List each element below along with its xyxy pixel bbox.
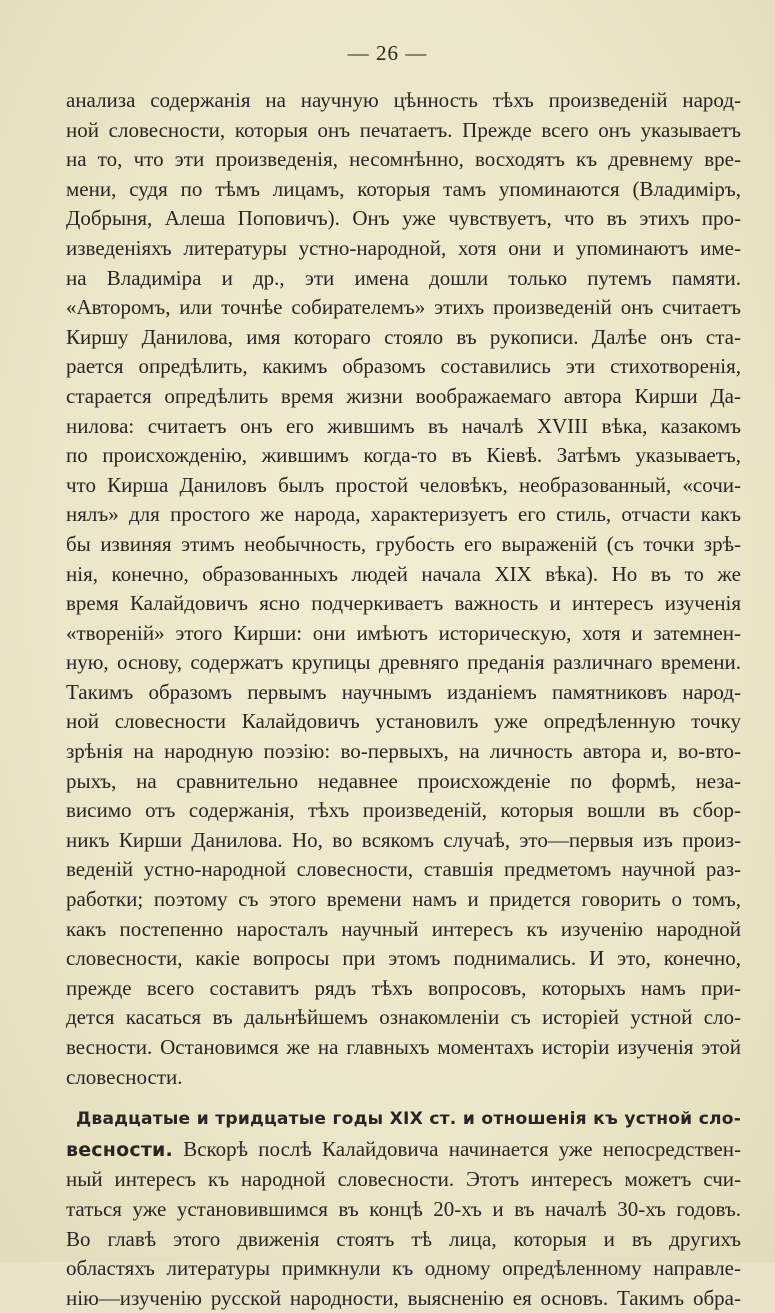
text-line: нію—изученію русской народности, выясненію ея основъ. Такимъ обра- xyxy=(66,1285,741,1310)
text-line: «Авторомъ, или точнѣе собирателемъ» этихъ произведеній онъ считаетъ xyxy=(66,295,741,320)
text-line: бы извиняя этимъ необычность, грубость его выраженій (съ точки зрѣ- xyxy=(66,531,741,556)
text-line: старается опредѣлить время жизни воображаемаго автора Кирши Да- xyxy=(66,383,741,408)
section-heading-end: весности. xyxy=(66,1138,173,1161)
text-line: Добрыня, Алеша Поповичъ). Онъ уже чувствуетъ, что въ этихъ про- xyxy=(66,206,741,231)
text-line: веденій устно-народной словесности, ставшія предметомъ научной раз- xyxy=(66,857,741,882)
text-line: анализа содержанія на научную цѣнность тѣхъ произведеній народ- xyxy=(66,88,741,112)
page-number: — 26 — xyxy=(347,41,428,65)
text-line: на то, что эти произведенія, несомнѣнно, восходятъ къ древнему вре- xyxy=(66,147,741,172)
paragraph-1 xyxy=(66,86,741,1092)
section-heading: Двадцатые и тридцатые годы XIX ст. и отношенія къ устной сло- xyxy=(76,1109,741,1130)
text-line: ную, основу, содержатъ крупицы древняго преданія различнаго времени. xyxy=(66,650,741,675)
text-line: словесности. xyxy=(66,1064,183,1089)
text-line: Такимъ образомъ первымъ научнымъ изданіемъ памятниковъ народ- xyxy=(66,679,741,704)
text-line: на Владиміра и др., эти имена дошли только путемъ памяти. xyxy=(66,265,741,290)
text-line: Киршу Данилова, имя котораго стояло въ рукописи. Далѣе онъ ста- xyxy=(66,324,741,349)
text-line: по происхожденію, жившимъ когда-то въ Кіевѣ. Затѣмъ указываетъ, xyxy=(66,443,741,468)
text-line: прежде всего составитъ рядъ тѣхъ вопросовъ, которыхъ намъ при- xyxy=(66,975,741,1000)
text-line: висимо отъ содержанія, тѣхъ произведеній, которыя вошли въ сбор- xyxy=(66,798,741,823)
text-line xyxy=(66,1135,741,1166)
text-line: рается опредѣлить, какимъ образомъ составились эти стихотворенія, xyxy=(66,354,741,379)
text-line: рыхъ, на сравнительно недавнее происхожденіе по формѣ, неза- xyxy=(66,768,741,793)
text-run: Вскорѣ послѣ Калайдовича начинается уже непосредствен- xyxy=(183,1136,741,1161)
text-line: нія, конечно, образованныхъ людей начала XIX вѣка). Но въ то же xyxy=(66,561,741,586)
text-line: областяхъ литературы примкнули къ одному опредѣленному направле- xyxy=(66,1256,741,1281)
text-line: изведеніяхъ литературы устно-народной, хотя они и упоминаютъ име- xyxy=(66,235,741,260)
section-heading-line xyxy=(66,1104,741,1135)
text-line: «твореній» этого Кирши: они имѣютъ историческую, хотя и затемнен- xyxy=(66,620,741,645)
text-line: какъ постепенно наросталъ научный интересъ къ изученію народной xyxy=(66,916,741,941)
text-line: ный интересъ къ народной словесности. Этотъ интересъ можетъ счи- xyxy=(66,1167,741,1192)
text-line: что Кирша Даниловъ былъ простой человѣкъ, необразованный, «сочи- xyxy=(66,472,741,497)
paragraph-gap xyxy=(66,1092,741,1104)
text-line: нилова: считаетъ онъ его жившимъ въ началѣ XVIII вѣка, казакомъ xyxy=(66,413,741,438)
text-line: весности. Остановимся же на главныхъ моментахъ исторіи изученія этой xyxy=(66,1035,741,1059)
paragraph-2 xyxy=(66,1104,741,1313)
text-line: Во главѣ этого движенія стоятъ тѣ лица, которыя и въ другихъ xyxy=(66,1226,741,1251)
text-line: дется касаться въ дальнѣйшемъ ознакомленіи съ исторіей устной сло- xyxy=(66,1005,741,1030)
text-line: никъ Кирши Данилова. Но, во всякомъ случаѣ, это—первыя изъ произ- xyxy=(66,827,741,852)
text-line: работки; поэтому съ этого времени намъ и придется говорить о томъ, xyxy=(66,887,741,912)
text-line: таться уже установившимся въ концѣ 20-хъ и въ началѣ 30-хъ годовъ. xyxy=(66,1196,741,1221)
text-line: мени, судя по тѣмъ лицамъ, которыя тамъ упоминаются (Владиміръ, xyxy=(66,176,741,201)
text-line: ной словесности, которыя онъ печатаетъ. Прежде всего онъ указываетъ xyxy=(66,117,741,142)
text-line: зрѣнія на народную поэзію: во-первыхъ, на личность автора и, во-вто- xyxy=(66,739,741,764)
text-line: нялъ» для простого же народа, характеризуетъ его стиль, отчасти какъ xyxy=(66,502,741,527)
text-line: словесности, какіе вопросы при этомъ поднимались. И это, конечно, xyxy=(66,946,741,971)
text-line: время Калайдовичъ ясно подчеркиваетъ важность и интересъ изученія xyxy=(66,591,741,616)
body-text xyxy=(66,86,741,1313)
text-line: ной словесности Калайдовичъ установилъ уже опредѣленную точку xyxy=(66,709,741,734)
